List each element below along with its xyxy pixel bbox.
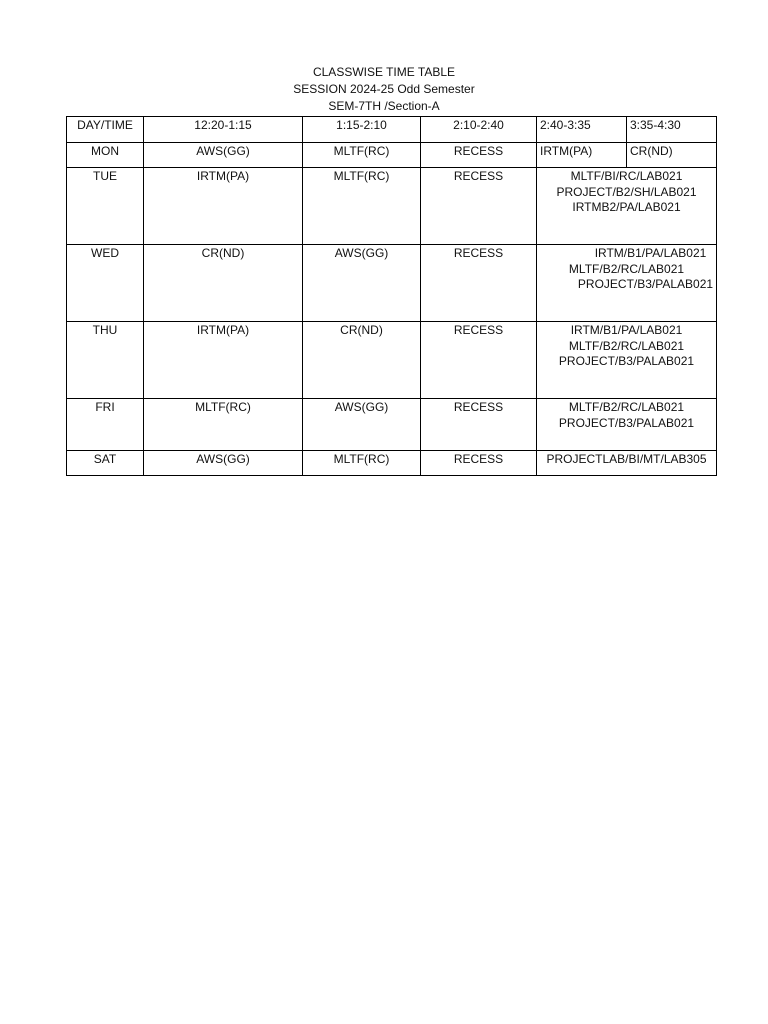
lab-line: MLTF/B2/RC/LAB021 bbox=[568, 261, 685, 276]
header-cell-slot-1: 12:20-1:15 bbox=[144, 117, 303, 143]
lab-line: MLTF/BI/RC/LAB021 bbox=[570, 169, 683, 183]
lab-line: MLTF/B2/RC/LAB021 bbox=[568, 338, 685, 353]
lab-line: PROJECT/B3/PALAB021 bbox=[558, 354, 695, 368]
period-cell-1: AWS(GG) bbox=[144, 451, 303, 476]
lab-cell bbox=[537, 322, 717, 399]
header-cell-slot-4: 2:40-3:35 bbox=[537, 117, 627, 143]
table-row-fri bbox=[67, 399, 717, 451]
heading-session: SESSION 2024-25 Odd Semester bbox=[293, 82, 475, 96]
lab-line: PROJECT/B3/PALAB021 bbox=[577, 277, 714, 291]
period-cell-1: IRTM(PA) bbox=[144, 168, 303, 245]
period-cell-1: CR(ND) bbox=[144, 245, 303, 322]
lab-line: IRTM/B1/PA/LAB021 bbox=[594, 246, 707, 260]
lab-line: PROJECT/B3/PALAB021 bbox=[558, 415, 695, 430]
period-cell-2: MLTF(RC) bbox=[303, 143, 421, 168]
table-row-tue bbox=[67, 168, 717, 245]
heading-section: SEM-7TH /Section-A bbox=[328, 99, 440, 113]
period-cell-1: IRTM(PA) bbox=[144, 322, 303, 399]
lab-cell bbox=[537, 451, 717, 476]
header-row bbox=[67, 117, 717, 143]
day-cell: THU bbox=[67, 322, 144, 399]
lab-line: IRTMB2/PA/LAB021 bbox=[572, 200, 681, 214]
header-cell-slot-2: 1:15-2:10 bbox=[303, 117, 421, 143]
lab-cell bbox=[537, 168, 717, 245]
lab-line: PROJECT/B2/SH/LAB021 bbox=[556, 184, 697, 199]
period-cell-2: MLTF(RC) bbox=[303, 451, 421, 476]
lab-cell bbox=[537, 399, 717, 451]
table-row-mon bbox=[67, 143, 717, 168]
period-cell-4: IRTM(PA) bbox=[537, 143, 627, 168]
header-cell-slot-3: 2:10-2:40 bbox=[421, 117, 537, 143]
period-cell-1: MLTF(RC) bbox=[144, 399, 303, 451]
day-cell: SAT bbox=[67, 451, 144, 476]
lab-line: PROJECTLAB/BI/MT/LAB305 bbox=[546, 452, 707, 466]
timetable-heading bbox=[0, 64, 768, 115]
table-row-sat bbox=[67, 451, 717, 476]
table-row-wed bbox=[67, 245, 717, 322]
recess-cell: RECESS bbox=[421, 245, 537, 322]
lab-line: MLTF/B2/RC/LAB021 bbox=[568, 400, 685, 414]
period-cell-1: AWS(GG) bbox=[144, 143, 303, 168]
lab-line: IRTM/B1/PA/LAB021 bbox=[570, 323, 683, 337]
header-cell-slot-5: 3:35-4:30 bbox=[627, 117, 717, 143]
timetable bbox=[66, 116, 717, 476]
day-cell: FRI bbox=[67, 399, 144, 451]
recess-cell: RECESS bbox=[421, 168, 537, 245]
day-cell: TUE bbox=[67, 168, 144, 245]
day-cell: WED bbox=[67, 245, 144, 322]
header-cell-day-time: DAY/TIME bbox=[67, 117, 144, 143]
period-cell-2: AWS(GG) bbox=[303, 245, 421, 322]
period-cell-5: CR(ND) bbox=[627, 143, 717, 168]
period-cell-2: CR(ND) bbox=[303, 322, 421, 399]
recess-cell: RECESS bbox=[421, 322, 537, 399]
recess-cell: RECESS bbox=[421, 143, 537, 168]
day-cell: MON bbox=[67, 143, 144, 168]
recess-cell: RECESS bbox=[421, 399, 537, 451]
period-cell-2: MLTF(RC) bbox=[303, 168, 421, 245]
recess-cell: RECESS bbox=[421, 451, 537, 476]
lab-cell bbox=[537, 245, 717, 322]
table-row-thu bbox=[67, 322, 717, 399]
period-cell-2: AWS(GG) bbox=[303, 399, 421, 451]
heading-title: CLASSWISE TIME TABLE bbox=[312, 65, 456, 79]
